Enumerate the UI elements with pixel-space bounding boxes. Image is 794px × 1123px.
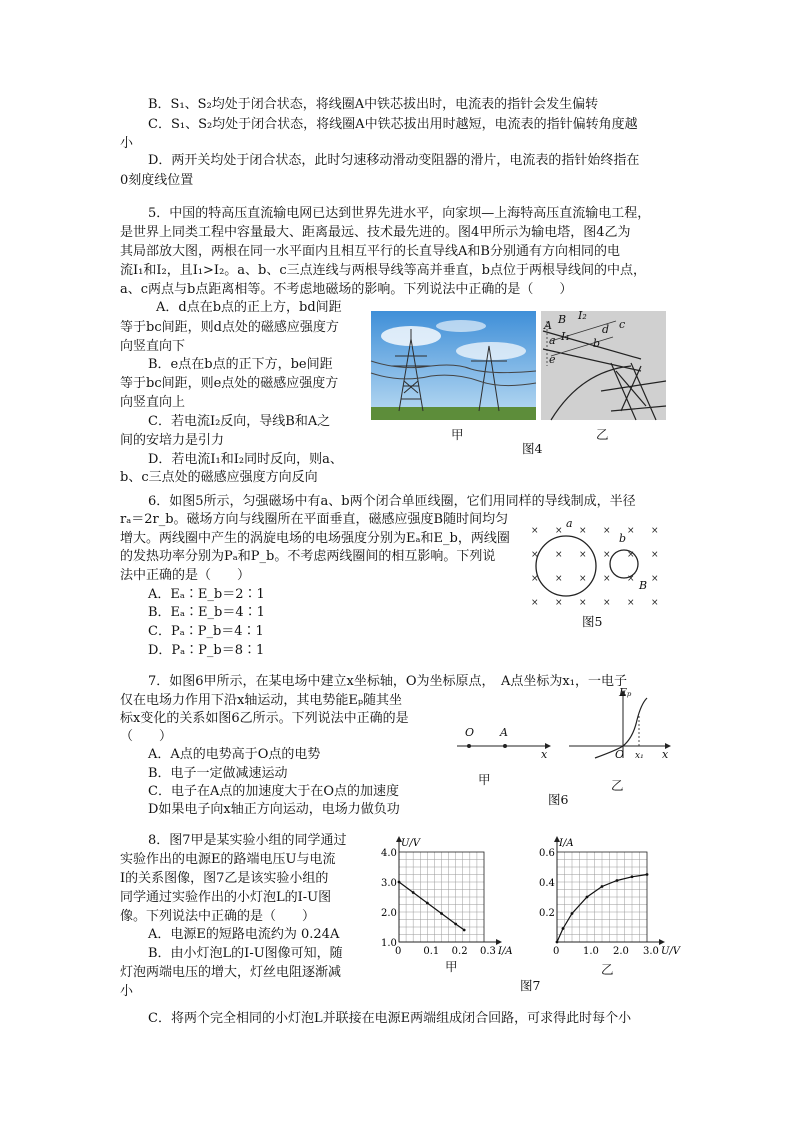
field-cross: × [531, 598, 539, 608]
q6-stem-line3: 增大。两线圈中产生的涡旋电场的电场强度分别为Eₐ和E_b，两线圈 [120, 531, 510, 546]
x-axis-label: U/V [661, 946, 681, 957]
iu-point [562, 927, 565, 930]
fig4-label-A: A [544, 319, 552, 332]
ui-point [440, 912, 443, 915]
q5-option-c-line2: 间的安培力是引力 [120, 433, 225, 448]
q5-option-d-line1: D．若电流I₁和I₂同时反向，则a、 [148, 452, 343, 467]
fig6b-label-x1: x₁ [635, 751, 644, 761]
q8-option-a: A．电源E的短路电流约为 0.24A [148, 927, 340, 942]
field-cross: × [555, 574, 563, 584]
transmission-tower-photo [371, 311, 536, 420]
q5-option-b-line2: 等于bc间距，则e点处的磁感应强度方 [120, 376, 339, 391]
y-tick-label: 0.4 [539, 878, 555, 889]
field-cross: × [579, 526, 587, 536]
q5-option-a-line3: 向竖直向下 [120, 339, 186, 354]
q6-stem-line5: 法中正确的是（ ） [120, 568, 251, 583]
q8-option-b-line1: B．由小灯泡L的I-U图像可知，随 [148, 946, 343, 961]
field-cross: × [603, 574, 611, 584]
x-tick-label: 0.1 [423, 946, 440, 957]
coil-b [610, 550, 638, 578]
field-cross: × [603, 526, 611, 536]
y-tick-label: 3.0 [381, 878, 397, 889]
q5-stem-line2: 是世界上同类工程中容量最大、距离最远、技术最先进的。图4甲所示为输电塔，图4乙为 [120, 225, 631, 240]
q6-option-a: A．Eₐ∶E_b＝2∶1 [148, 587, 265, 602]
y-tick-label: 0.2 [539, 908, 555, 919]
q5-stem-line3: 其局部放大图，两根在同一水平面内且相互平行的长直导线A和B分别通有方向相同的电 [120, 244, 620, 259]
field-cross: × [651, 598, 659, 608]
y-tick-label: 0.6 [539, 848, 555, 859]
x-tick-label: 2.0 [613, 946, 629, 957]
q6-stem-line1: 6．如图5所示，匀强磁场中有a、b两个闭合单匝线圈，它们用同样的导线制成，半径 [148, 494, 636, 509]
field-cross: × [555, 526, 563, 536]
ui-point [426, 902, 429, 905]
fig6-number: 图6 [548, 792, 569, 807]
field-cross: × [531, 550, 539, 560]
y-tick-label: 2.0 [381, 908, 397, 919]
fig4-label-b: b [593, 337, 601, 350]
q5-stem-line4: 流I₁和I₂，且I₁>I₂。a、b、c三点连线与两根导线等高并垂直，b点位于两根导线间的中点， [120, 263, 646, 278]
fig6-caption-left: 甲 [478, 772, 491, 787]
q8-stem-line4: 同学通过实验作出的小灯泡L的I-U图 [120, 890, 332, 905]
field-cross: × [531, 574, 539, 584]
q4-option-c-line2: 小 [120, 136, 134, 151]
ui-point [463, 929, 466, 932]
coil-a [536, 536, 596, 596]
field-cross: × [603, 598, 611, 608]
fig5-label-B: B [639, 579, 648, 592]
fig7-caption-right: 乙 [601, 962, 614, 977]
q7-stem-line3: 标x变化的关系如图6乙所示。下列说法中正确的是 [120, 711, 409, 726]
fig6b-label-x: x [662, 748, 669, 761]
fig4-label-d: d [602, 323, 610, 336]
q4-option-d-line2: 0刻度线位置 [120, 173, 194, 188]
fig5-label-b: b [619, 532, 627, 545]
x-tick-label: 0.2 [451, 946, 468, 957]
field-cross: × [579, 598, 587, 608]
q6-option-b: B．Eₐ∶E_b＝4∶1 [148, 605, 265, 620]
fig6b-ep-graph [565, 688, 673, 760]
q7-option-c: C．电子在A点的加速度大于在O点的加速度 [148, 784, 399, 799]
fig4-number: 图4 [522, 441, 543, 456]
fig5-number: 图5 [582, 614, 603, 629]
y-tick-label: 1.0 [381, 938, 397, 949]
iu-point [556, 941, 559, 944]
q8-option-c: C．将两个完全相同的小灯泡L并联接在电源E两端组成闭合回路，可求得此时每个小 [148, 1011, 632, 1026]
fig6a-label-O: O [465, 726, 475, 739]
field-cross: × [651, 550, 659, 560]
q6-option-d: D．Pₐ∶P_b＝8∶1 [148, 643, 265, 658]
ui-point [412, 891, 415, 894]
fig6a-label-A: A [500, 726, 508, 739]
q7-option-b: B．电子一定做减速运动 [148, 766, 288, 781]
q8-option-b-line2: 灯泡两端电压的增大，灯丝电阻逐渐减 [120, 965, 342, 980]
field-cross: × [627, 526, 635, 536]
iu-point [646, 873, 649, 876]
x-tick-label: 3.0 [643, 946, 659, 957]
q5-option-a-line2: 等于bc间距，则d点处的磁感应强度方 [120, 320, 339, 335]
tower-closeup-photo [541, 311, 666, 420]
iu-point [586, 896, 589, 899]
fig6b-label-O: O [615, 748, 625, 761]
ui-point [454, 923, 457, 926]
fig4-label-I2: I₂ [578, 309, 587, 322]
field-cross: × [603, 550, 611, 560]
q5-option-d-line2: b、c三点处的磁感应强度方向反向 [120, 470, 318, 485]
x-tick-label: 0 [553, 946, 560, 957]
fig5-label-a: a [566, 517, 573, 530]
q4-option-c-line1: C．S₁、S₂均处于闭合状态，将线圈A中铁芯拔出用时越短，电流表的指针偏转角度越 [148, 117, 638, 132]
fig4-label-I1: I₁ [561, 330, 570, 343]
fig7-caption-left: 甲 [445, 959, 458, 974]
q7-stem-line1: 7．如图6甲所示，在某电场中建立x坐标轴，O为坐标原点， A点坐标为x₁，一电子 [148, 674, 627, 689]
field-cross: × [555, 550, 563, 560]
fig5-magnetic-field-diagram [526, 517, 666, 609]
iu-point [616, 879, 619, 882]
fig6-caption-right: 乙 [611, 778, 624, 793]
field-cross: × [627, 550, 635, 560]
x-tick-label: 0 [395, 946, 402, 957]
fig4-label-e: e [549, 353, 556, 366]
x-tick-label: 0.3 [480, 946, 496, 957]
iu-point [631, 875, 634, 878]
q5-option-b-line3: 向竖直向上 [120, 395, 186, 410]
q7-option-a: A．A点的电势高于O点的电势 [148, 747, 321, 762]
q8-stem-line3: I的关系图像，图7乙是该实验小组的 [120, 871, 329, 886]
y-axis-label: U/V [401, 838, 421, 849]
field-cross: × [555, 598, 563, 608]
fig6b-label-Ep: Eₚ [619, 686, 632, 699]
x-axis-arrow [496, 939, 502, 945]
iu-point [571, 912, 574, 915]
q8-stem-line5: 像。下列说法中正确的是（ ） [120, 909, 316, 924]
q5-stem-line5: a、c两点与b点距离相等。不考虑地磁场的影响。下列说法中正确的是（ ） [120, 282, 573, 297]
fig4-label-a: a [549, 334, 556, 347]
fig4-caption-right: 乙 [596, 427, 609, 442]
field-cross: × [651, 574, 659, 584]
x-axis-label: I/A [498, 946, 513, 957]
q6-option-c: C．Pₐ∶P_b＝4∶1 [148, 624, 264, 639]
ui-curve [399, 882, 464, 930]
field-cross: × [579, 574, 587, 584]
fig4-caption-left: 甲 [451, 427, 464, 442]
origin-point [467, 744, 471, 748]
q7-stem-line4: （ ） [120, 729, 173, 744]
q5-stem-line1: 5．中国的特高压直流输电网已达到世界先进水平，向家坝—上海特高压直流输电工程， [148, 206, 651, 221]
q8-stem-line2: 实验作出的电源E的路端电压U与电流 [120, 852, 336, 867]
fig6a-axis-diagram [455, 722, 555, 761]
q5-option-a-line1: A．d点在b点的正上方，bd间距 [156, 300, 342, 315]
y-tick-label: 4.0 [381, 848, 397, 859]
iu-point [601, 885, 604, 888]
q8-option-b-line3: 小 [120, 984, 134, 999]
field-cross: × [627, 574, 635, 584]
x-tick-label: 1.0 [583, 946, 599, 957]
q6-stem-line2: rₐ＝2r_b。磁场方向与线圈所在平面垂直，磁感应强度B随时间均匀 [120, 512, 509, 527]
q4-option-b: B．S₁、S₂均处于闭合状态，将线圈A中铁芯拔出时，电流表的指针会发生偏转 [148, 97, 599, 112]
q7-stem-line2: 仅在电场力作用下沿x轴运动，其电势能Eₚ随其坐 [120, 693, 403, 708]
q8-stem-line1: 8．图7甲是某实验小组的同学通过 [148, 833, 347, 848]
q5-option-b-line1: B．e点在b点的正下方，be间距 [148, 357, 333, 372]
fig7-number: 图7 [520, 978, 541, 993]
fig7a-ui-chart [370, 822, 513, 964]
q5-option-c-line1: C．若电流I₂反向，导线B和A之 [148, 414, 331, 429]
fig7b-iu-chart [530, 822, 682, 964]
fig4-label-c: c [619, 318, 626, 331]
fig6a-label-x: x [541, 748, 548, 761]
field-cross: × [531, 526, 539, 536]
field-cross: × [627, 598, 635, 608]
point-A [503, 744, 507, 748]
q7-option-d: D如果电子向x轴正方向运动，电场力做负功 [148, 802, 400, 817]
field-cross: × [651, 526, 659, 536]
ui-point [398, 881, 401, 884]
y-axis-label: I/A [559, 838, 574, 849]
q4-option-d-line1: D．两开关均处于闭合状态，此时匀速移动滑动变阻器的滑片，电流表的指针始终指在 [148, 153, 640, 168]
q6-stem-line4: 的发热功率分别为Pₐ和P_b。不考虑两线圈间的相互影响。下列说 [120, 549, 496, 564]
field-cross: × [579, 550, 587, 560]
x-axis-arrow [659, 939, 665, 945]
fig4-label-B: B [558, 313, 567, 326]
